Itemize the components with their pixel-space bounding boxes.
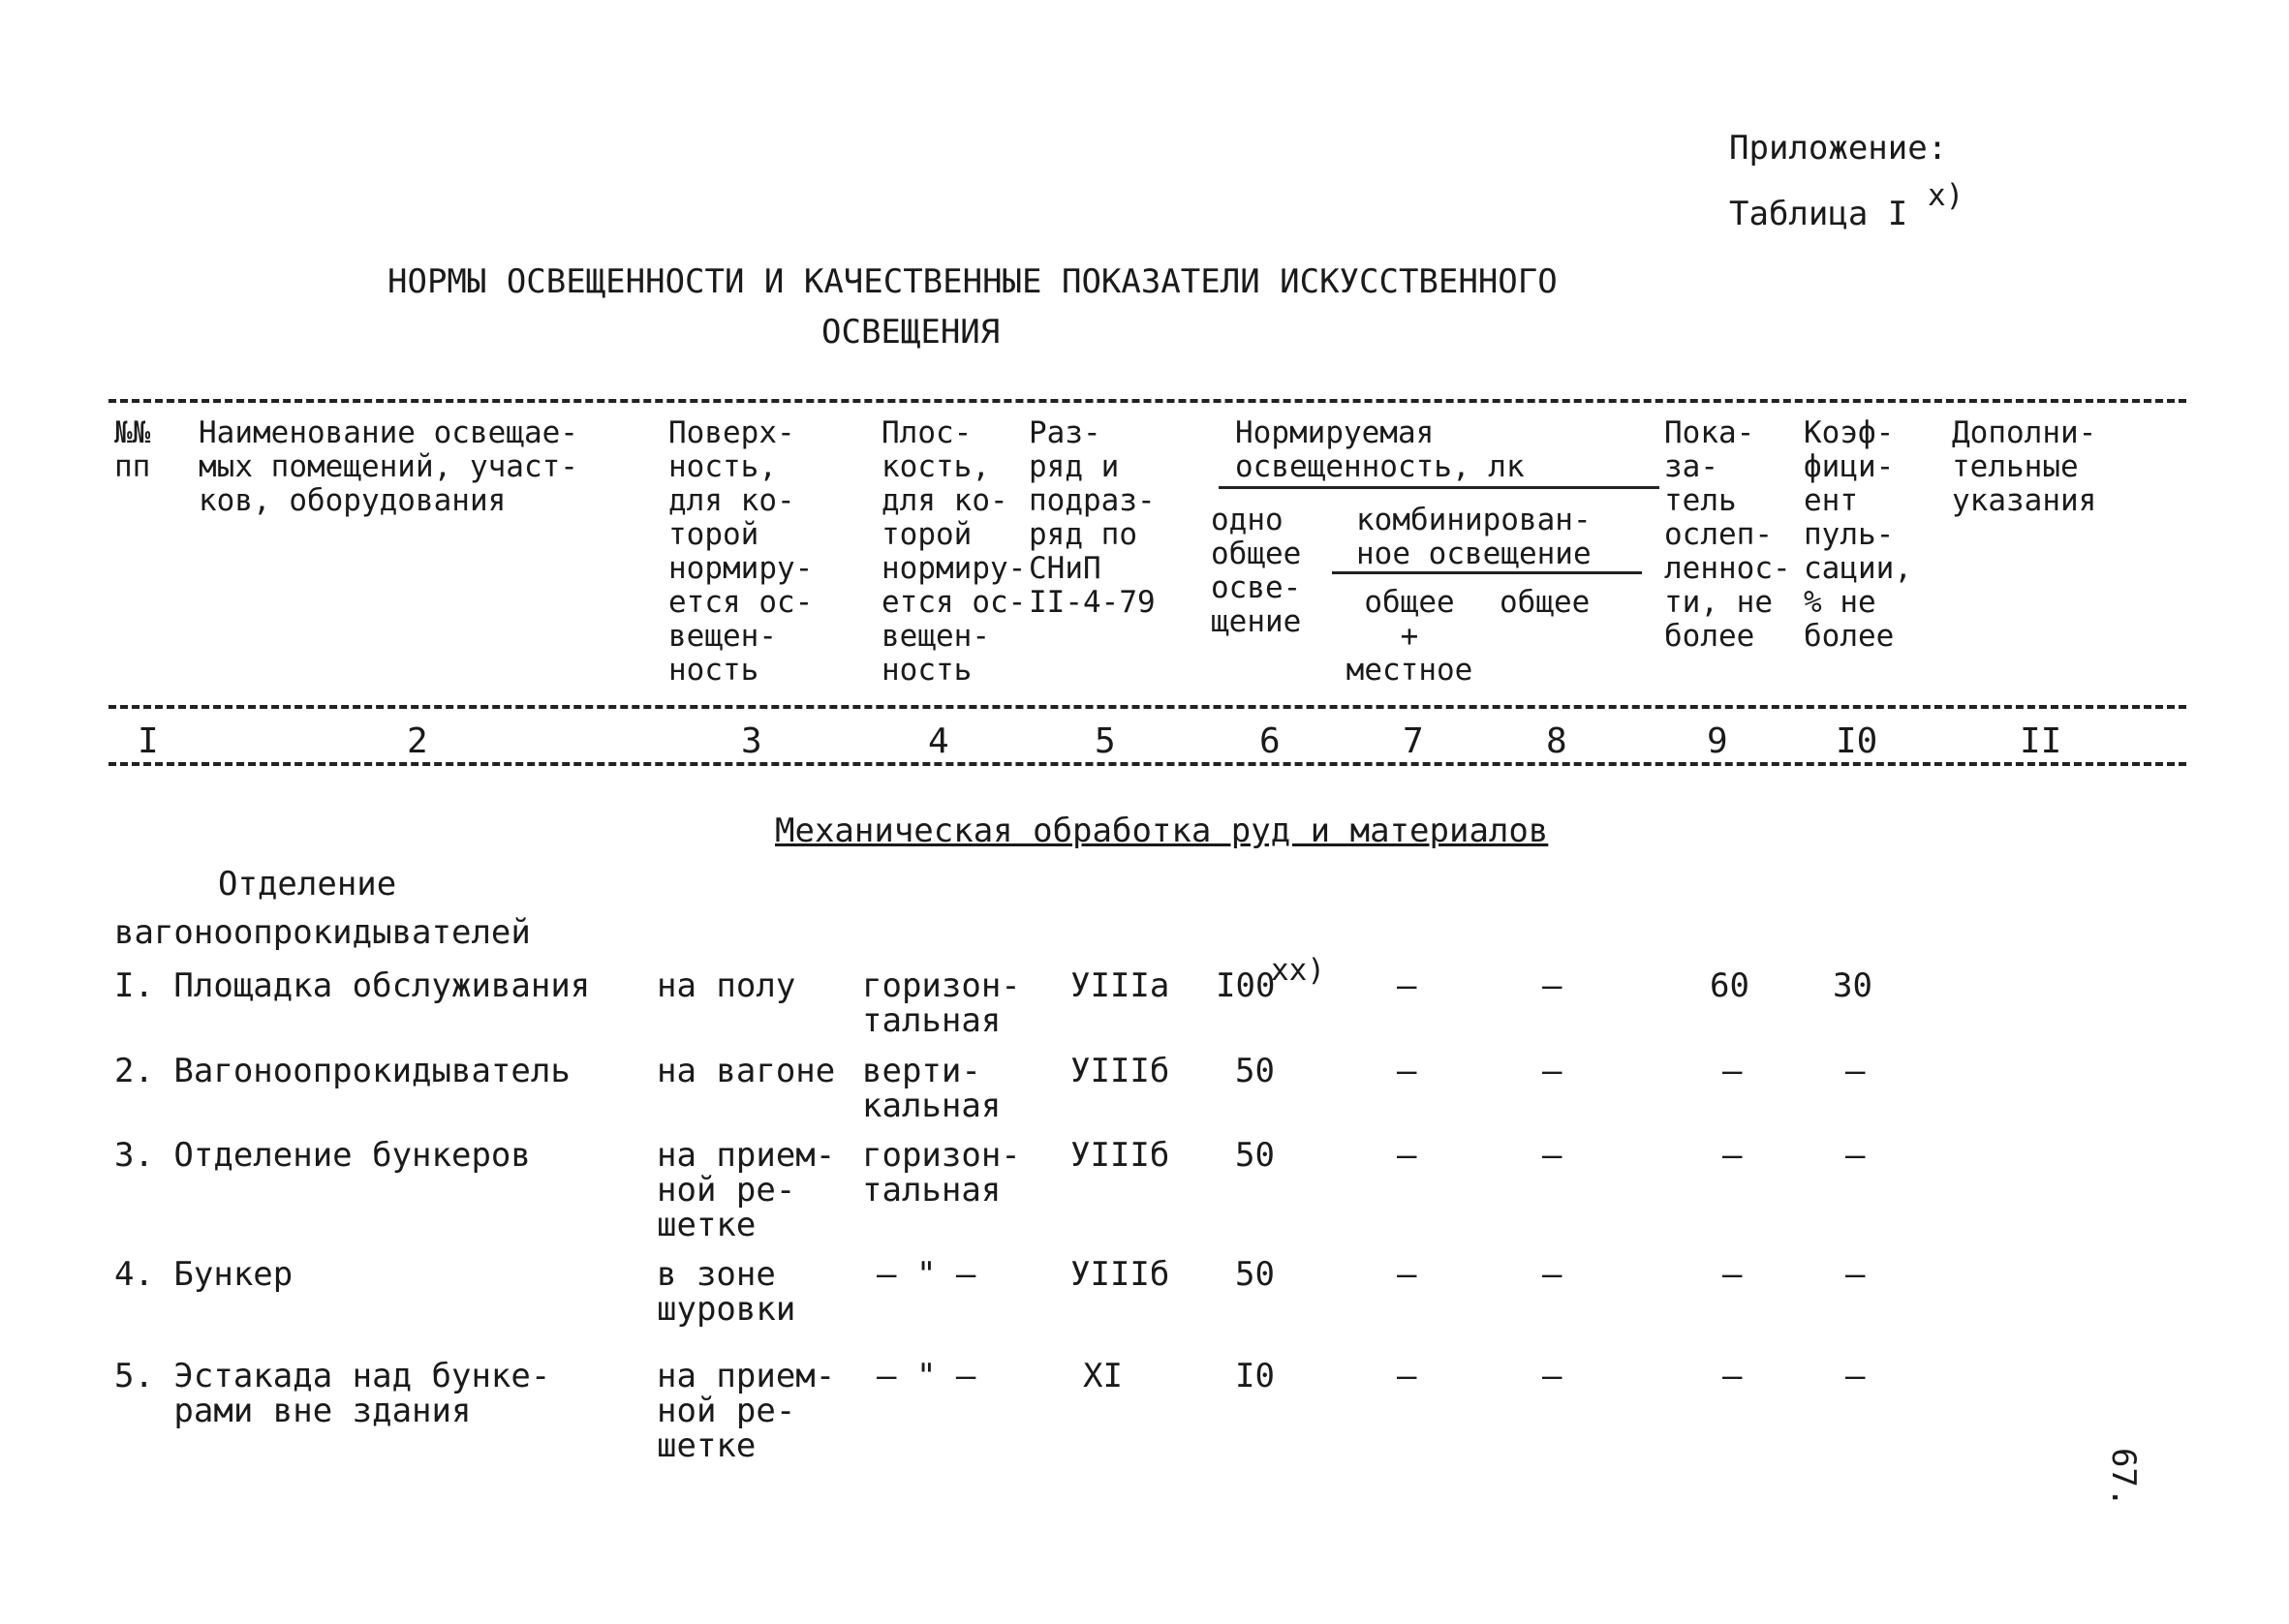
col-combined-group-header: комбинирован- ное освещение xyxy=(1356,503,1592,571)
table-label: Таблица I xyxy=(1729,195,1908,233)
row-general2: – xyxy=(1542,1357,1562,1395)
row-surface: на вагоне xyxy=(657,1052,836,1090)
row-name: 4. Бункер xyxy=(114,1255,294,1294)
col-pulsation-header: Коэф- фици- ент пуль- сации, % не более xyxy=(1804,415,1912,654)
row-plane: горизон- тальная xyxy=(862,966,1021,1040)
column-number-8: 8 xyxy=(1546,721,1567,761)
document-title-cont: ОСВЕЩЕНИЯ xyxy=(821,313,1001,352)
row-general: 50 xyxy=(1235,1255,1275,1294)
row-general: 50 xyxy=(1235,1136,1275,1175)
row-name: 2. Вагоноопрокидыватель xyxy=(114,1052,571,1090)
numbers-bottom-rule xyxy=(108,762,2186,766)
col-general-header: одно общее осве- щение xyxy=(1211,503,1302,639)
col-plane-header: Плос- кость, для ко- торой нормиру- ется ос- вещен- ность xyxy=(882,415,1027,688)
row-pulse: – xyxy=(1845,1357,1866,1395)
col-notes-header: Дополни- тельные указания xyxy=(1952,415,2097,518)
row-surface: на прием- ной ре- шетке xyxy=(657,1136,836,1244)
row-glare: – xyxy=(1722,1052,1743,1090)
header-top-rule xyxy=(108,399,2186,403)
column-number-10: I0 xyxy=(1836,721,1878,761)
column-number-7: 7 xyxy=(1403,721,1424,761)
column-number-6: 6 xyxy=(1259,721,1281,761)
row-pulse: 30 xyxy=(1833,966,1872,1005)
section-subtitle: Отделение xyxy=(218,865,397,904)
table-footnote-mark: х) xyxy=(1928,178,1964,213)
row-general2: – xyxy=(1542,1136,1562,1175)
page-number: 67. xyxy=(2104,1448,2143,1508)
row-name: I. Площадка обслуживания xyxy=(114,966,591,1005)
column-number-11: II xyxy=(2020,721,2062,761)
row-glare: – xyxy=(1722,1136,1743,1175)
column-number-2: 2 xyxy=(407,721,428,761)
column-number-5: 5 xyxy=(1095,721,1116,761)
row-grade: УIIIб xyxy=(1070,1255,1170,1294)
section-title: Механическая обработка руд и материалов xyxy=(775,812,1549,850)
row-surface: на полу xyxy=(657,966,796,1005)
row-glare: – xyxy=(1722,1255,1743,1294)
col-general-only-header: общее xyxy=(1500,585,1591,620)
row-plane: горизон- тальная xyxy=(862,1136,1021,1210)
row-pulse: – xyxy=(1845,1255,1866,1294)
row-combined: – xyxy=(1397,1357,1417,1395)
row-plane: верти- кальная xyxy=(862,1052,1002,1125)
row-grade: УIIIа xyxy=(1070,966,1170,1005)
row-glare: – xyxy=(1722,1357,1743,1395)
row-general-footnote: хх) xyxy=(1271,953,1325,988)
row-general: I0 xyxy=(1235,1357,1275,1395)
col-glare-header: Пока- за- тель ослеп- леннос- ти, не более xyxy=(1664,415,1791,654)
row-general2: – xyxy=(1542,966,1562,1005)
row-combined: – xyxy=(1397,966,1417,1005)
row-pulse: – xyxy=(1845,1052,1866,1090)
row-glare: 60 xyxy=(1710,966,1749,1005)
row-grade: УIIIб xyxy=(1070,1136,1170,1175)
col-grade-header: Раз- ряд и подраз- ряд по СНиП II-4-79 xyxy=(1029,415,1156,620)
col-general-plus-local-header: общее + местное xyxy=(1346,585,1473,688)
col-illuminance-group-header: Нормируемая освещенность, лк xyxy=(1235,415,1525,484)
row-pulse: – xyxy=(1845,1136,1866,1175)
row-general: I00 xyxy=(1216,966,1276,1005)
column-number-3: 3 xyxy=(741,721,762,761)
row-combined: – xyxy=(1397,1255,1417,1294)
row-combined: – xyxy=(1397,1052,1417,1090)
row-plane: – " – xyxy=(877,1357,976,1395)
column-number-4: 4 xyxy=(928,721,949,761)
row-general2: – xyxy=(1542,1255,1562,1294)
section-subtitle-cont: вагоноопрокидывателей xyxy=(114,913,531,952)
document-title: НОРМЫ ОСВЕЩЕННОСТИ И КАЧЕСТВЕННЫЕ ПОКАЗАТЕЛИ ИСКУССТВЕННОГО xyxy=(387,262,1558,301)
row-plane: – " – xyxy=(877,1255,976,1294)
row-grade: УIIIб xyxy=(1070,1052,1170,1090)
row-general2: – xyxy=(1542,1052,1562,1090)
header-bottom-rule xyxy=(108,705,2186,709)
column-number-1: I xyxy=(138,721,159,761)
column-number-9: 9 xyxy=(1707,721,1728,761)
row-name: 3. Отделение бункеров xyxy=(114,1136,531,1175)
col-number-header: №№ пп xyxy=(114,415,151,484)
row-surface: в зоне шуровки xyxy=(657,1255,796,1329)
col-surface-header: Поверх- ность, для ко- торой нормиру- ется ос- вещен- ность xyxy=(668,415,814,688)
row-general: 50 xyxy=(1235,1052,1275,1090)
row-grade: XI xyxy=(1083,1357,1123,1395)
illuminance-group-underline xyxy=(1219,486,1659,489)
row-surface: на прием- ной ре- шетке xyxy=(657,1357,836,1465)
row-combined: – xyxy=(1397,1136,1417,1175)
appendix-label: Приложение: xyxy=(1729,129,1948,168)
row-name: 5. Эстакада над бунке- рами вне здания xyxy=(114,1357,551,1430)
col-name-header: Наименование освещае- мых помещений, участ- ков, оборудования xyxy=(199,415,578,518)
combined-group-underline xyxy=(1332,571,1642,574)
